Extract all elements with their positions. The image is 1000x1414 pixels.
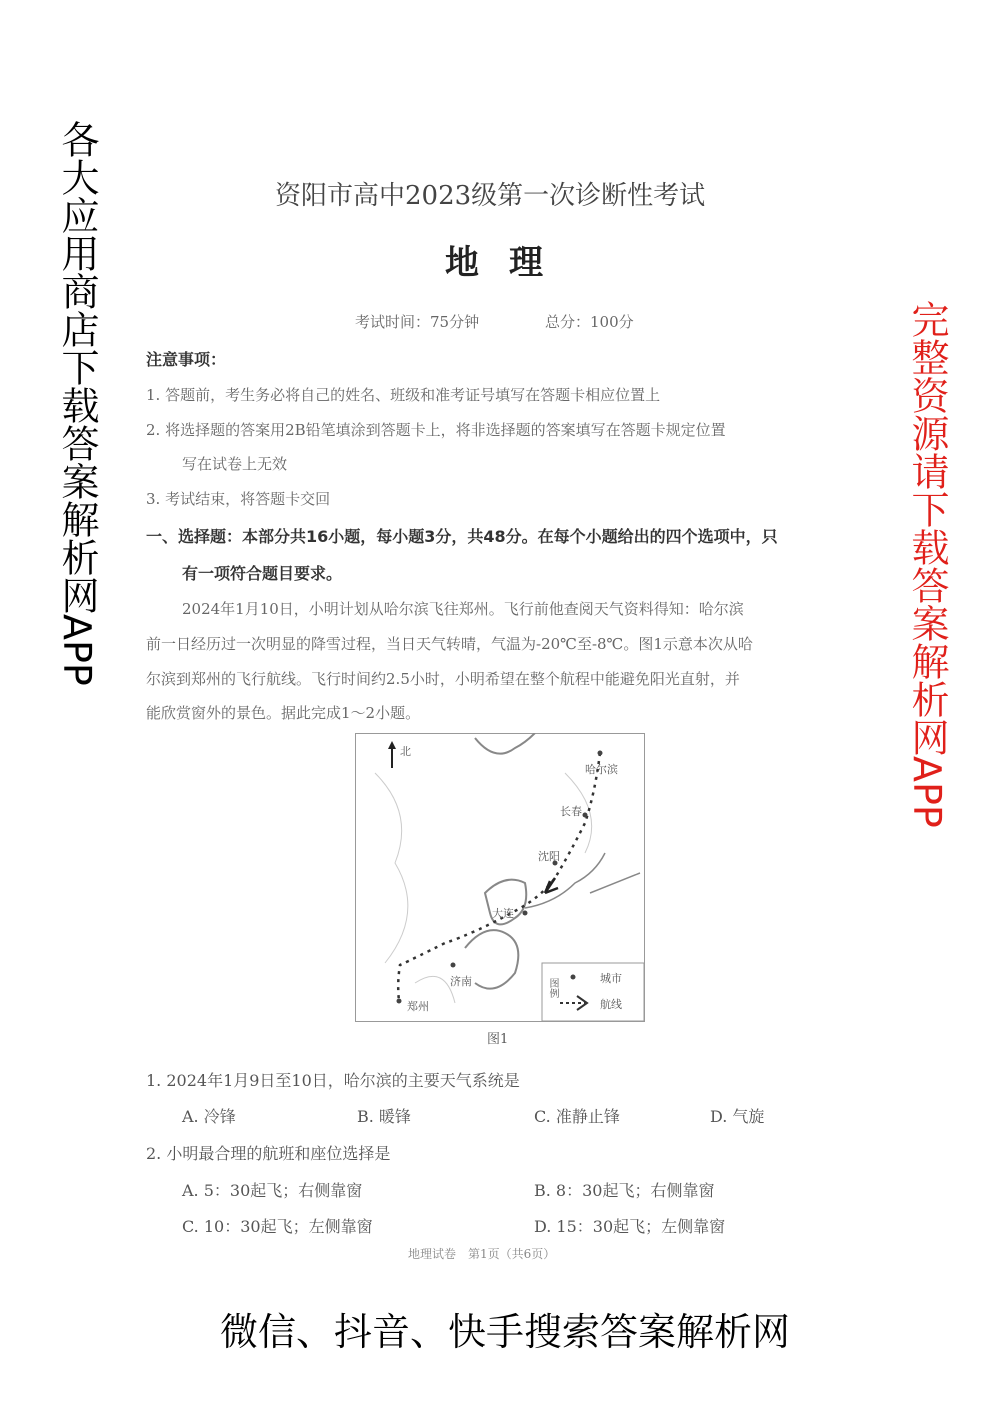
option: D. 15：30起飞；左侧靠窗 (534, 1217, 726, 1236)
notice-item: 1. 答题前，考生务必将自己的姓名、班级和准考证号填写在答题卡相应位置上 (146, 386, 661, 404)
subject-title: 地理 (445, 243, 573, 283)
option: A. 5：30起飞；右侧靠窗 (182, 1181, 363, 1200)
page-footer: 地理试卷 第1页（共6页） (408, 1247, 556, 1261)
city-label: 长春 (560, 805, 582, 818)
legend-city: 城市 (600, 972, 622, 985)
passage-line: 2024年1月10日，小明计划从哈尔滨飞往郑州。飞行前他查阅天气资料得知：哈尔滨 (182, 600, 744, 618)
passage-line: 尔滨到郑州的飞行航线。飞行时间约2.5小时，小明希望在整个航程中能避免阳光直射，并 (146, 670, 740, 688)
exam-title: 资阳市高中2023级第一次诊断性考试 (275, 181, 706, 211)
notice-item: 写在试卷上无效 (182, 455, 288, 473)
watermark: 完整资源请下载答案解析网APP (905, 300, 949, 828)
north-label: 北 (400, 745, 411, 758)
option: D. 气旋 (710, 1107, 765, 1126)
option: C. 准静止锋 (534, 1107, 620, 1126)
question-stem: 2. 小明最合理的航班和座位选择是 (146, 1144, 391, 1163)
section-heading-cont: 有一项符合题目要求。 (182, 564, 343, 583)
total-score: 总分：100分 (545, 313, 634, 331)
exam-time: 考试时间：75分钟 (355, 313, 480, 331)
legend-route: 航线 (600, 998, 622, 1011)
city-label: 济南 (450, 975, 472, 988)
watermark: 各大应用商店下载答案解析网APP (55, 120, 99, 686)
option: B. 暖锋 (357, 1107, 411, 1126)
city-label: 沈阳 (538, 850, 560, 863)
notice-item: 2. 将选择题的答案用2B铅笔填涂到答题卡上，将非选择题的答案填写在答题卡规定位置 (146, 421, 726, 439)
notice-item: 3. 考试结束，将答题卡交回 (146, 490, 331, 508)
watermark: 微信、抖音、快手搜索答案解析网 (220, 1310, 791, 1354)
option: B. 8：30起飞；右侧靠窗 (534, 1181, 715, 1200)
section-heading: 一、选择题：本部分共16小题，每小题3分，共48分。在每个小题给出的四个选项中，只 (146, 527, 778, 546)
option: A. 冷锋 (182, 1107, 236, 1126)
passage-line: 能欣赏窗外的景色。据此完成1～2小题。 (146, 704, 421, 722)
question-stem: 1. 2024年1月9日至10日，哈尔滨的主要天气系统是 (146, 1071, 520, 1090)
map-caption: 图1 (487, 1032, 509, 1047)
notice-heading: 注意事项： (146, 350, 227, 369)
city-label: 哈尔滨 (585, 763, 618, 776)
city-label: 大连 (492, 907, 514, 920)
route-map (355, 733, 645, 1023)
legend-title: 图例 (547, 978, 558, 998)
city-label: 郑州 (407, 1000, 429, 1013)
option: C. 10：30起飞；左侧靠窗 (182, 1217, 373, 1236)
passage-line: 前一日经历过一次明显的降雪过程，当日天气转晴，气温为-20℃至-8℃。图1示意本次从哈 (146, 635, 753, 653)
